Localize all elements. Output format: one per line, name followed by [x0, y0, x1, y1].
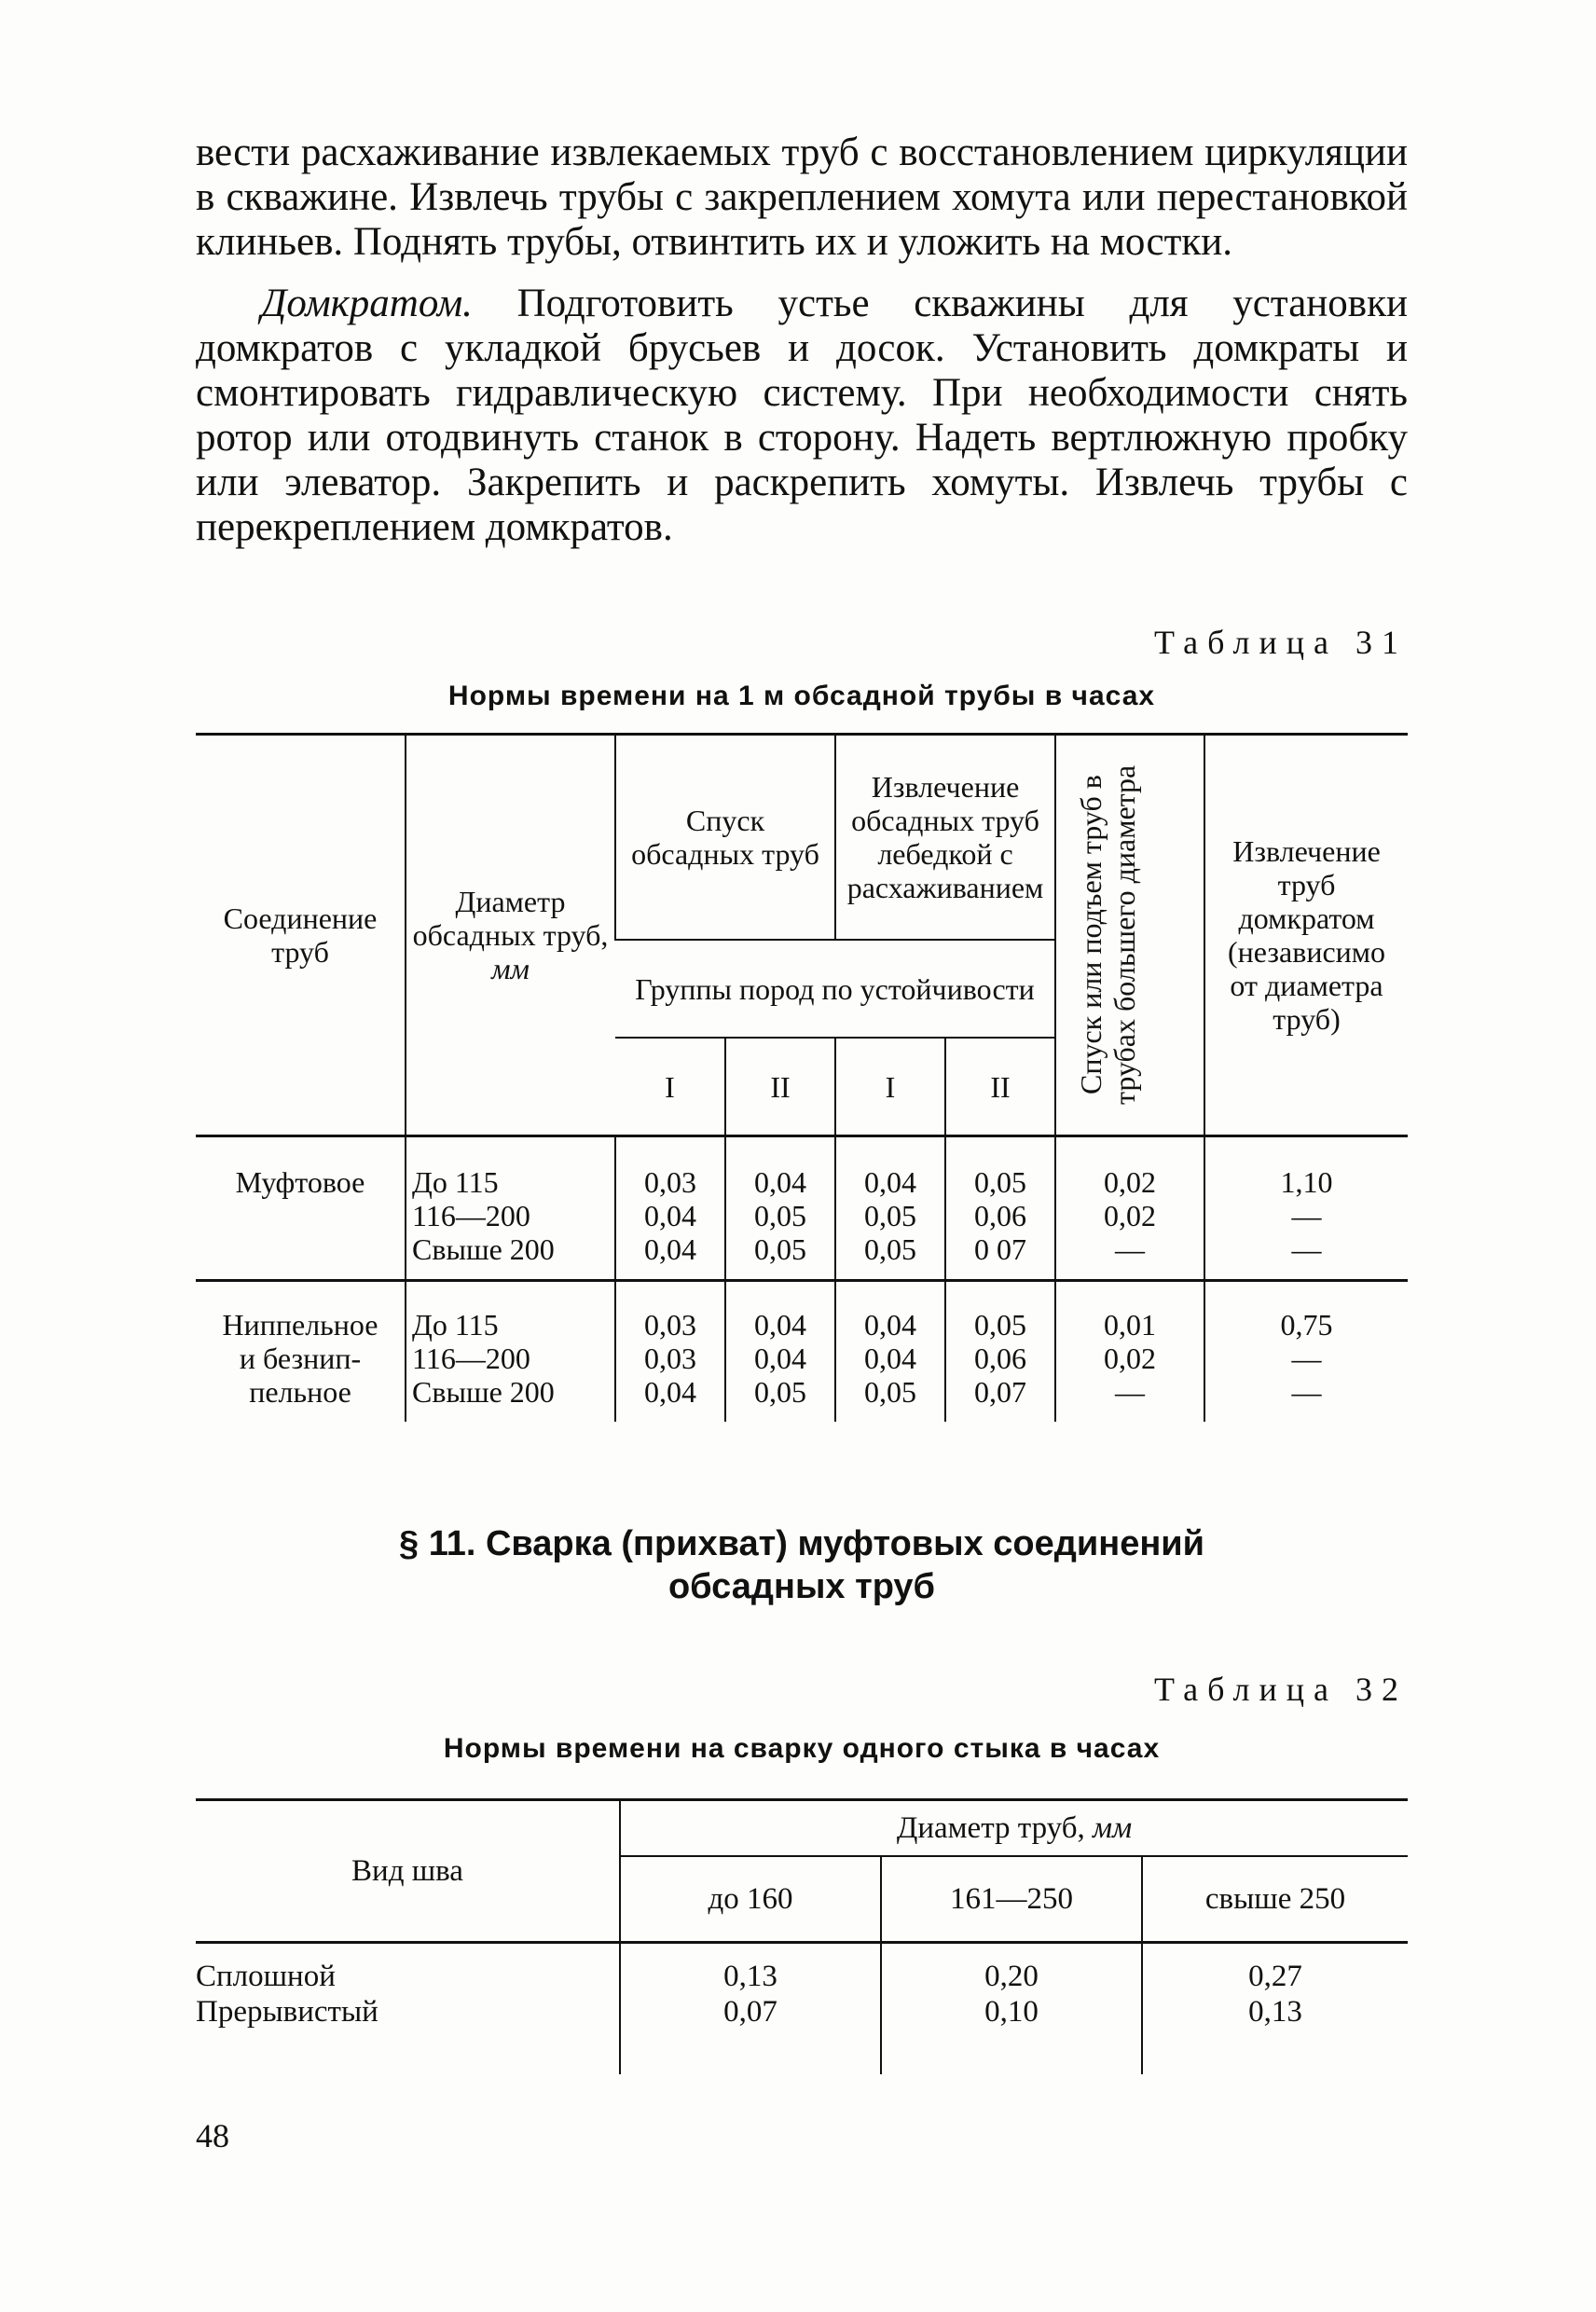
cell-value: 0,04 [864, 1308, 916, 1342]
cell-dia: Свыше 200 [412, 1375, 555, 1409]
cell-value: 0,04 [644, 1375, 696, 1409]
cell-dia: 116—200 [412, 1342, 530, 1375]
cell-value: 0,06 [974, 1342, 1026, 1375]
cell-dia: Свыше 200 [412, 1232, 555, 1266]
cell-dia: 116—200 [412, 1199, 530, 1232]
cell-value: 0,03 [644, 1308, 696, 1342]
cell-values [835, 1281, 945, 1423]
header-weld-type: Вид шва [196, 1800, 620, 1943]
cell-values [1204, 1281, 1408, 1423]
paragraph-1: вести расхаживание извлекаемых труб с восстановлением циркуляции в скважине. Извлечь трубы с закреплением хомута или перестановкой клиньев. Поднять трубы, отвинтить их и уложить на мостки. [196, 131, 1408, 264]
cell-value: 0,02 [1104, 1199, 1156, 1232]
cell-values [1204, 1136, 1408, 1281]
header-pipe-diameter [620, 1800, 1408, 1857]
cell-value: 0,05 [754, 1375, 806, 1409]
cell-connection [196, 1281, 406, 1423]
cell-value: 0,20 [984, 1960, 1039, 1993]
cell-value: 0,75 [1280, 1308, 1333, 1342]
section-heading-line-2: обсадных труб [667, 1567, 936, 1606]
cell-value: 0,07 [974, 1375, 1026, 1409]
cell-value: — [1291, 1342, 1322, 1375]
table-31-title: Нормы времени на 1 м обсадной трубы в часах [447, 681, 1156, 711]
cell-connection-line: Ниппельное [222, 1308, 378, 1342]
table-row [196, 1136, 1408, 1281]
header-diameter [406, 735, 615, 1135]
table-row [196, 1943, 1408, 2075]
cell-value: 0,07 [723, 1995, 777, 2029]
header-jack: Извлечение труб домкратом (независимо от диаметра труб) [1204, 735, 1408, 1135]
table-row [196, 1281, 1408, 1423]
cell-value: — [1115, 1232, 1145, 1266]
cell-values [725, 1281, 835, 1423]
header-pipe-diameter-unit: мм [1093, 1811, 1133, 1845]
table-31-number: Таблица 31 [1154, 624, 1408, 661]
cell-value: 0,04 [754, 1342, 806, 1375]
paragraph-2-text: Подготовить устье скважины для установки домкратов с укладкой брусьев и досок. Установить домкраты и смонтировать гидравлическую систему. При необходимости снять ротор или отодвинуть станок в сторону. Надеть вертлюжную пробку или элеватор. Закрепить и раскрепить хомуты. Извлечь трубы с перекреплением домкратов. [196, 282, 1408, 549]
cell-value: 0,05 [974, 1308, 1026, 1342]
cell-value: — [1291, 1375, 1322, 1409]
cell-value: 0,13 [723, 1960, 777, 1993]
cell-values [620, 1943, 881, 2075]
cell-dia: До 115 [412, 1165, 499, 1199]
cell-value: 0,04 [754, 1308, 806, 1342]
header-rock-groups: Группы пород по устойчивости [615, 940, 1055, 1038]
cell-dia: До 115 [412, 1308, 499, 1342]
table-32-title: Нормы времени на сварку одного стыка в часах [443, 1733, 1161, 1764]
table-32-number: Таблица 32 [1154, 1671, 1408, 1708]
cell-value: 1,10 [1280, 1165, 1333, 1199]
cell-value: 0,05 [974, 1165, 1026, 1199]
cell-value: 0,02 [1104, 1342, 1156, 1375]
cell-values [1055, 1136, 1204, 1281]
cell-value: 0,01 [1104, 1308, 1156, 1342]
cell-values [881, 1943, 1142, 2075]
cell-value: 0,05 [754, 1232, 806, 1266]
cell-value: 0,03 [644, 1342, 696, 1375]
cell-value: 0,04 [864, 1165, 916, 1199]
cell-value: 0 07 [974, 1232, 1026, 1266]
cell-value: 0,10 [984, 1995, 1039, 2029]
section-heading-line-1: § 11. Сварка (прихват) муфтовых соединений [399, 1524, 1204, 1563]
cell-value: 0,05 [864, 1375, 916, 1409]
header-col-2: 161—250 [881, 1856, 1142, 1943]
cell-values [945, 1281, 1055, 1423]
cell-values [835, 1136, 945, 1281]
cell-value: 0,03 [644, 1165, 696, 1199]
paragraph-2 [196, 282, 1408, 550]
header-group-2: II [725, 1038, 835, 1135]
cell-value: 0,04 [754, 1165, 806, 1199]
cell-weld-name: Сплошной [196, 1960, 336, 1993]
cell-value: 0,04 [644, 1199, 696, 1232]
cell-value: 0,05 [864, 1199, 916, 1232]
cell-values [1142, 1943, 1408, 2075]
cell-value: 0,27 [1248, 1960, 1302, 1993]
header-group-1: I [615, 1038, 725, 1135]
cell-diameter [406, 1281, 615, 1423]
cell-weld-names [196, 1943, 620, 2075]
page-content [196, 131, 1408, 2074]
cell-values [945, 1136, 1055, 1281]
page-number: 48 [196, 2117, 229, 2154]
cell-value: 0,02 [1104, 1165, 1156, 1199]
cell-value: — [1291, 1199, 1322, 1232]
header-diameter-text: Диаметр обсадных труб, [412, 885, 609, 952]
section-heading [196, 1522, 1408, 1608]
cell-values [615, 1281, 725, 1423]
cell-connection-line: и безнип- [239, 1342, 362, 1375]
cell-value: 0,13 [1248, 1995, 1302, 2029]
cell-value: 0,05 [754, 1199, 806, 1232]
cell-value: 0,04 [644, 1232, 696, 1266]
header-larger-diameter-text: Спуск или подъем труб в трубах большего диаметра [1074, 764, 1141, 1106]
header-group-4: II [945, 1038, 1055, 1135]
table-32 [196, 1798, 1408, 2074]
header-group-3: I [835, 1038, 945, 1135]
cell-connection-line: пельное [249, 1375, 351, 1409]
header-extraction-winch: Извлечение обсадных труб лебедкой с расхаживанием [835, 735, 1055, 941]
header-col-1: до 160 [620, 1856, 881, 1943]
cell-value: 0,05 [864, 1232, 916, 1266]
cell-diameter [406, 1136, 615, 1281]
cell-connection: Муфтовое [235, 1165, 365, 1199]
cell-value: 0,04 [864, 1342, 916, 1375]
cell-value: — [1291, 1232, 1322, 1266]
cell-value: — [1115, 1375, 1145, 1409]
header-connection: Соединение труб [196, 735, 406, 1135]
paragraph-2-lead: Домкратом. [261, 282, 473, 325]
header-run-in: Спуск обсадных труб [615, 735, 835, 941]
header-larger-diameter [1055, 735, 1204, 1135]
header-col-3: свыше 250 [1142, 1856, 1408, 1943]
cell-values [615, 1136, 725, 1281]
header-diameter-unit: мм [491, 952, 530, 985]
table-31 [196, 733, 1408, 1422]
cell-value: 0,06 [974, 1199, 1026, 1232]
cell-values [1055, 1281, 1204, 1423]
cell-weld-name: Прерывистый [196, 1995, 378, 2029]
header-pipe-diameter-text: Диаметр труб, [896, 1811, 1085, 1845]
cell-values [725, 1136, 835, 1281]
